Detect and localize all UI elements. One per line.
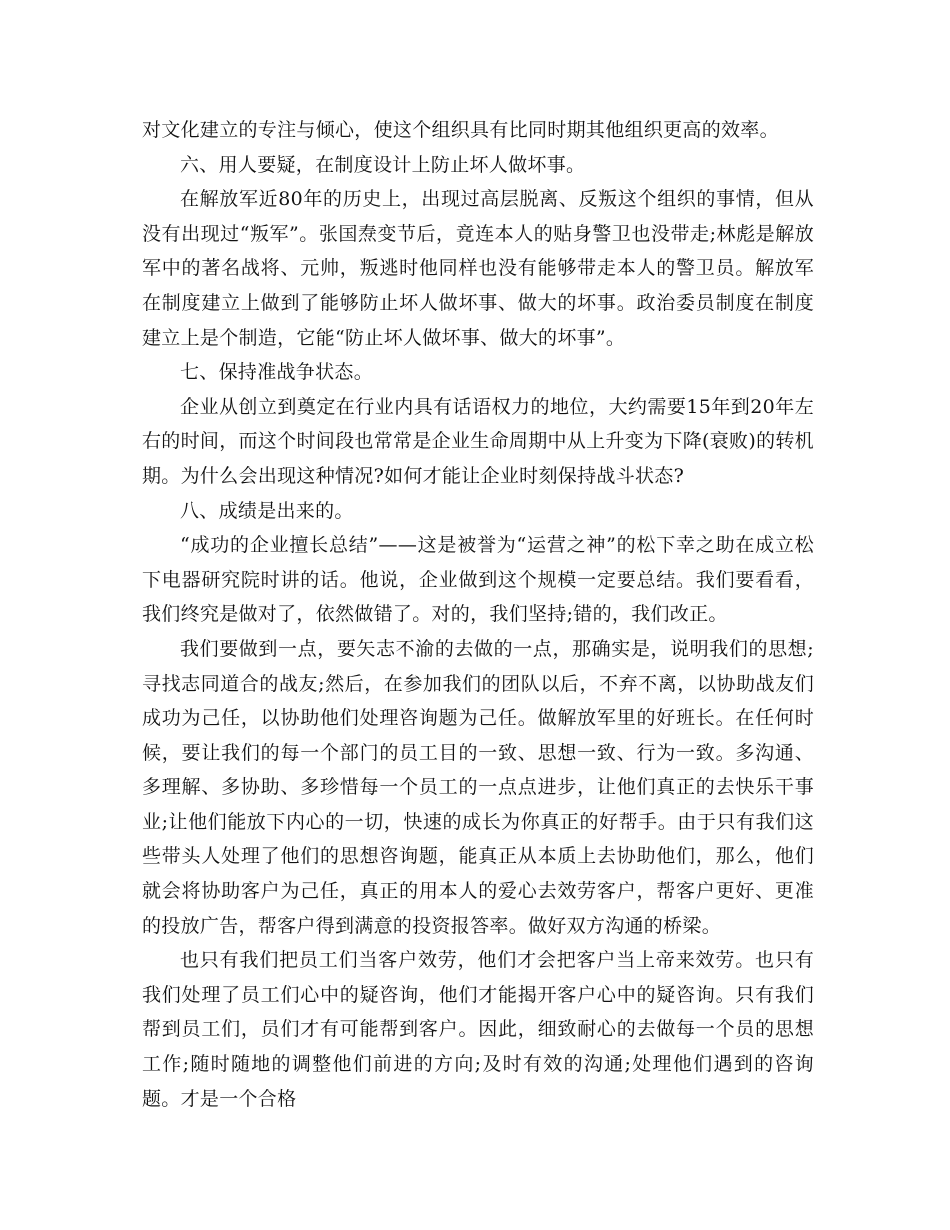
document-body [142, 113, 814, 1116]
paragraph-serve-employees: 也只有我们把员工们当客户效劳，他们才会把客户当上帝来效劳。也只有我们处理了员工们心中的疑咨询，他们才能揭开客户心中的疑咨询。只有我们帮到员工们，员们才有可能帮到客户。因此，细致耐心的去做每一个员的思想工作;随时随地的调整他们前进的方向;及时有效的沟通;处理他们遇到的咨询题。才是一个合格 [142, 949, 814, 1110]
paragraph-pla-history: 在解放军近80年的历史上，出现过高层脱离、反叛这个组织的事情，但从没有出现过“叛军”。张国焘变节后，竟连本人的贴身警卫也没带走;林彪是解放军中的著名战将、元帅，叛逃时他同样也没有能够带走本人的警卫员。解放军在制度建立上做到了能够防止坏人做坏事、做大的坏事。政治委员制度在制度建立上是个制造，它能“防止坏人做坏事、做大的坏事”。 [142, 188, 814, 349]
paragraph-enterprise-lifecycle: 企业从创立到奠定在行业内具有话语权力的地位，大约需要15年到20年左右的时间，而这个时间段也常常是企业生命周期中从上升变为下降(衰败)的转机期。为什么会出现这种情况?如何才能让企业时刻保持战斗状态? [142, 395, 814, 487]
paragraph-matsushita-quote: “成功的企业擅长总结”——这是被誉为“运营之神”的松下幸之助在成立松下电器研究院时讲的话。他说，企业做到这个规模一定要总结。我们要看看，我们终究是做对了，依然做错了。对的，我们坚持;错的，我们改正。 [142, 534, 814, 626]
section-heading-six: 六、用人要疑，在制度设计上防止坏人做坏事。 [180, 153, 586, 176]
section-heading-seven: 七、保持准战争状态。 [180, 361, 374, 384]
paragraph-intro-continued: 对文化建立的专注与倾心，使这个组织具有比同时期其他组织更高的效率。 [142, 119, 779, 141]
paragraph-team-building: 我们要做到一点，要矢志不渝的去做的一点，那确实是，说明我们的思想;寻找志同道合的战友;然后，在参加我们的团队以后，不弃不离，以协助战友们成功为己任，以协助他们处理咨询题为己任。做解放军里的好班长。在任何时候，要让我们的每一个部门的员工目的一致、思想一致、行为一致。多沟通、多理解、多协助、多珍惜每一个员工的一点点进步，让他们真正的去快乐干事业;让他们能放下内心的一切，快速的成长为你真正的好帮手。由于只有我们这些带头人处理了他们的思想咨询题，能真正从本质上去协助他们，那么，他们就会将协助客户为己任，真正的用本人的爱心去效劳客户，帮客户更好、更准的投放广告，帮客户得到满意的投资报答率。做好双方沟通的桥梁。 [142, 637, 814, 937]
section-heading-eight: 八、成绩是出来的。 [180, 499, 354, 522]
